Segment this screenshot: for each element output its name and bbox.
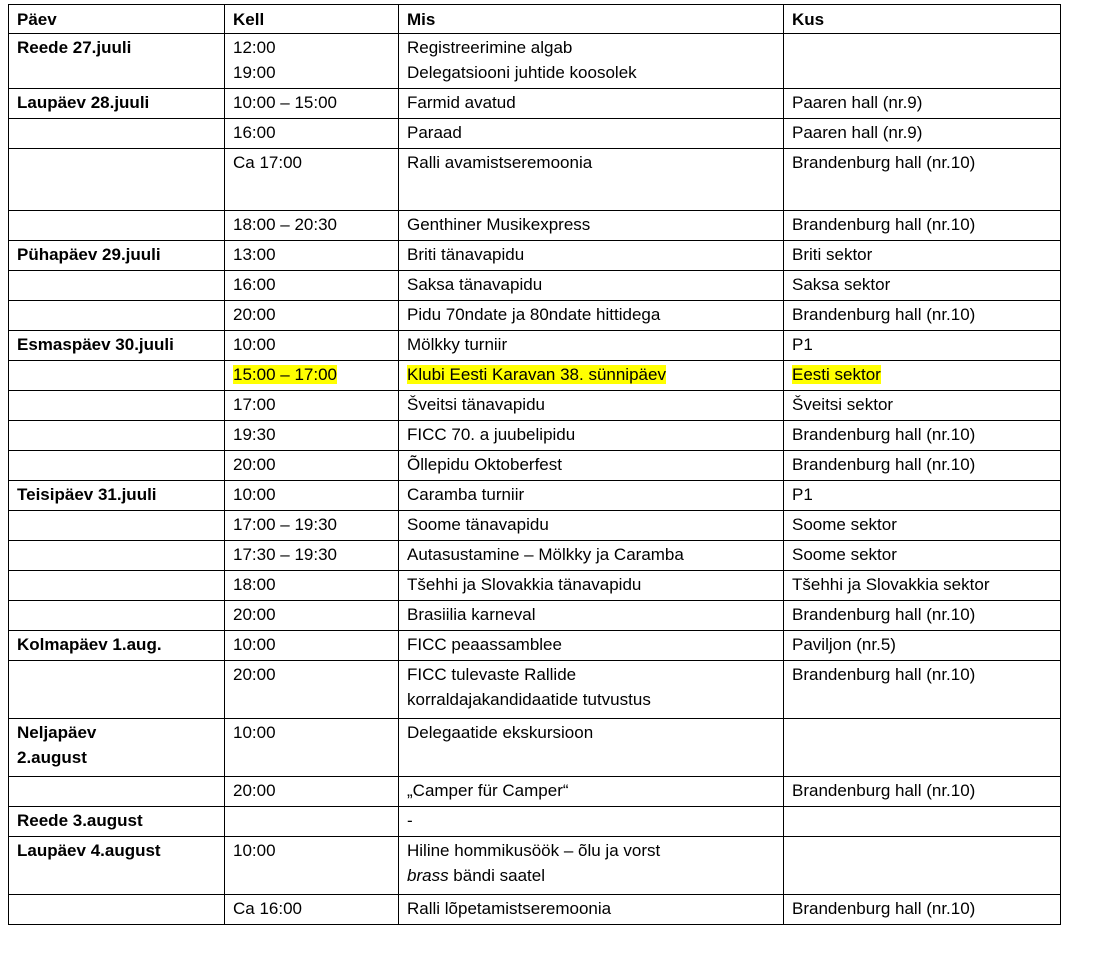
day-cell	[9, 391, 225, 421]
table-row	[9, 451, 1061, 481]
where-cell	[784, 34, 1061, 89]
what-text: Tšehhi ja Slovakkia tänavapidu	[407, 575, 642, 594]
what-text: korraldajakandidaatide tutvustus	[407, 690, 651, 709]
where-text: Paaren hall (nr.9)	[792, 93, 923, 112]
where-cell	[784, 895, 1061, 925]
what-cell	[399, 301, 784, 331]
time-cell	[225, 719, 399, 777]
table-row	[9, 34, 1061, 89]
where-text: Brandenburg hall (nr.10)	[792, 605, 976, 624]
what-cell	[399, 89, 784, 119]
what-text: Saksa tänavapidu	[407, 275, 543, 294]
day-text: 2.august	[17, 748, 87, 767]
where-cell	[784, 777, 1061, 807]
what-cell	[399, 837, 784, 895]
time-text: 20:00	[233, 455, 276, 474]
what-cell	[399, 661, 784, 719]
what-cell	[399, 451, 784, 481]
where-cell	[784, 541, 1061, 571]
day-cell	[9, 271, 225, 301]
what-text: Paraad	[407, 123, 462, 142]
day-cell	[9, 601, 225, 631]
time-text: 18:00	[233, 575, 276, 594]
what-text-highlight: Klubi Eesti Karavan 38. sünnipäev	[407, 365, 666, 384]
day-cell	[9, 571, 225, 601]
time-cell	[225, 837, 399, 895]
header-what: Mis	[399, 5, 784, 34]
where-cell	[784, 601, 1061, 631]
time-text: 10:00 – 15:00	[233, 93, 337, 112]
where-cell	[784, 331, 1061, 361]
day-cell	[9, 631, 225, 661]
table-row	[9, 661, 1061, 719]
where-text: Tšehhi ja Slovakkia sektor	[792, 575, 990, 594]
where-cell	[784, 807, 1061, 837]
time-text: 13:00	[233, 245, 276, 264]
time-cell	[225, 89, 399, 119]
day-text: Laupäev 4.august	[17, 841, 161, 860]
what-text: Delegatsiooni juhtide koosolek	[407, 63, 637, 82]
day-cell	[9, 661, 225, 719]
what-cell	[399, 511, 784, 541]
table-row	[9, 301, 1061, 331]
where-cell	[784, 119, 1061, 149]
table-row	[9, 211, 1061, 241]
day-cell	[9, 541, 225, 571]
where-cell	[784, 511, 1061, 541]
day-cell	[9, 331, 225, 361]
time-text: 10:00	[233, 335, 276, 354]
what-text: Brasiilia karneval	[407, 605, 536, 624]
what-text: Caramba turniir	[407, 485, 525, 504]
day-cell	[9, 807, 225, 837]
time-text: 20:00	[233, 605, 276, 624]
day-cell	[9, 719, 225, 777]
what-cell	[399, 211, 784, 241]
where-text: Soome sektor	[792, 545, 897, 564]
where-text: Paviljon (nr.5)	[792, 635, 896, 654]
where-cell	[784, 241, 1061, 271]
what-cell	[399, 541, 784, 571]
time-text: 20:00	[233, 665, 276, 684]
day-cell	[9, 777, 225, 807]
what-cell	[399, 391, 784, 421]
what-text: FICC tulevaste Rallide	[407, 665, 577, 684]
where-text: Brandenburg hall (nr.10)	[792, 153, 976, 172]
what-cell	[399, 119, 784, 149]
what-cell	[399, 331, 784, 361]
table-row	[9, 631, 1061, 661]
what-text: Soome tänavapidu	[407, 515, 549, 534]
time-cell	[225, 271, 399, 301]
what-cell	[399, 571, 784, 601]
day-text: Pühapäev 29.juuli	[17, 245, 161, 264]
where-cell	[784, 361, 1061, 391]
time-text: 17:00	[233, 395, 276, 414]
table-row	[9, 119, 1061, 149]
header-row	[9, 5, 1061, 34]
what-cell	[399, 777, 784, 807]
table-row	[9, 481, 1061, 511]
time-text: 10:00	[233, 635, 276, 654]
what-cell	[399, 631, 784, 661]
where-text-highlight: Eesti sektor	[792, 365, 881, 384]
what-text: Mölkky turniir	[407, 335, 508, 354]
table-row	[9, 777, 1061, 807]
what-text: -	[407, 811, 413, 830]
time-text: 12:00	[233, 38, 276, 57]
day-cell	[9, 149, 225, 211]
table-row	[9, 895, 1061, 925]
time-text: 19:00	[233, 63, 276, 82]
header-day: Päev	[9, 5, 225, 34]
time-cell	[225, 361, 399, 391]
day-cell	[9, 119, 225, 149]
time-cell	[225, 541, 399, 571]
where-cell	[784, 421, 1061, 451]
what-cell	[399, 149, 784, 211]
day-text: Neljapäev	[17, 723, 97, 742]
what-cell	[399, 807, 784, 837]
where-cell	[784, 391, 1061, 421]
what-cell	[399, 719, 784, 777]
what-cell	[399, 421, 784, 451]
where-text: Saksa sektor	[792, 275, 891, 294]
time-cell	[225, 601, 399, 631]
time-text: 17:30 – 19:30	[233, 545, 337, 564]
header-time: Kell	[225, 5, 399, 34]
what-text: FICC 70. a juubelipidu	[407, 425, 576, 444]
where-text: Brandenburg hall (nr.10)	[792, 781, 976, 800]
day-text: Kolmapäev 1.aug.	[17, 635, 162, 654]
time-text: 10:00	[233, 723, 276, 742]
time-cell	[225, 421, 399, 451]
where-cell	[784, 89, 1061, 119]
what-cell	[399, 481, 784, 511]
what-text-line2	[407, 863, 775, 888]
what-text: Delegaatide ekskursioon	[407, 723, 594, 742]
time-cell	[225, 391, 399, 421]
table-row	[9, 807, 1061, 837]
where-cell	[784, 481, 1061, 511]
day-cell	[9, 34, 225, 89]
time-text: 16:00	[233, 123, 276, 142]
where-cell	[784, 837, 1061, 895]
time-cell	[225, 451, 399, 481]
time-text: 16:00	[233, 275, 276, 294]
time-cell	[225, 481, 399, 511]
day-cell	[9, 211, 225, 241]
day-cell	[9, 421, 225, 451]
where-text: Briti sektor	[792, 245, 873, 264]
where-cell	[784, 571, 1061, 601]
time-text: 17:00 – 19:30	[233, 515, 337, 534]
what-cell	[399, 271, 784, 301]
table-row	[9, 511, 1061, 541]
where-cell	[784, 631, 1061, 661]
day-text: Teisipäev 31.juuli	[17, 485, 157, 504]
day-cell	[9, 511, 225, 541]
what-text: Hiline hommikusöök – õlu ja vorst	[407, 841, 661, 860]
day-cell	[9, 301, 225, 331]
time-cell	[225, 241, 399, 271]
time-cell	[225, 631, 399, 661]
time-cell	[225, 331, 399, 361]
day-text: Reede 27.juuli	[17, 38, 132, 57]
day-cell	[9, 89, 225, 119]
table-row	[9, 719, 1061, 777]
table-row	[9, 571, 1061, 601]
header-where: Kus	[784, 5, 1061, 34]
what-text: Farmid avatud	[407, 93, 516, 112]
time-cell	[225, 661, 399, 719]
where-cell	[784, 301, 1061, 331]
where-cell	[784, 451, 1061, 481]
time-cell	[225, 511, 399, 541]
day-cell	[9, 361, 225, 391]
time-text: 10:00	[233, 841, 276, 860]
day-cell	[9, 837, 225, 895]
where-text: Brandenburg hall (nr.10)	[792, 305, 976, 324]
what-text: Ralli lõpetamistseremoonia	[407, 899, 612, 918]
day-cell	[9, 481, 225, 511]
where-cell	[784, 149, 1061, 211]
what-cell	[399, 361, 784, 391]
table-row	[9, 837, 1061, 895]
where-cell	[784, 661, 1061, 719]
day-text: Laupäev 28.juuli	[17, 93, 150, 112]
table-row	[9, 271, 1061, 301]
time-cell	[225, 211, 399, 241]
table-row	[9, 421, 1061, 451]
where-text: Brandenburg hall (nr.10)	[792, 455, 976, 474]
time-text: 10:00	[233, 485, 276, 504]
what-cell	[399, 241, 784, 271]
time-cell	[225, 301, 399, 331]
table-row	[9, 541, 1061, 571]
what-cell	[399, 895, 784, 925]
table-row	[9, 149, 1061, 211]
where-text: Brandenburg hall (nr.10)	[792, 665, 976, 684]
what-text: Šveitsi tänavapidu	[407, 395, 545, 414]
table-row	[9, 331, 1061, 361]
table-row-highlighted	[9, 361, 1061, 391]
day-cell	[9, 241, 225, 271]
time-cell	[225, 807, 399, 837]
time-cell	[225, 777, 399, 807]
time-text: Ca 16:00	[233, 899, 302, 918]
time-text: 20:00	[233, 781, 276, 800]
what-text: Registreerimine algab	[407, 38, 573, 57]
day-cell	[9, 895, 225, 925]
what-text-italic: brass	[407, 866, 449, 885]
where-text: P1	[792, 335, 813, 354]
what-text: Autasustamine – Mölkky ja Caramba	[407, 545, 684, 564]
day-text: Esmaspäev 30.juuli	[17, 335, 174, 354]
table-row	[9, 391, 1061, 421]
where-text: Brandenburg hall (nr.10)	[792, 899, 976, 918]
time-text: 18:00 – 20:30	[233, 215, 337, 234]
time-cell	[225, 34, 399, 89]
where-cell	[784, 271, 1061, 301]
time-cell	[225, 571, 399, 601]
what-text: Briti tänavapidu	[407, 245, 525, 264]
time-cell	[225, 895, 399, 925]
time-text: Ca 17:00	[233, 153, 302, 172]
table-row	[9, 241, 1061, 271]
what-text: Pidu 70ndate ja 80ndate hittidega	[407, 305, 661, 324]
table-row	[9, 89, 1061, 119]
where-cell	[784, 211, 1061, 241]
where-text: Brandenburg hall (nr.10)	[792, 425, 976, 444]
time-cell	[225, 149, 399, 211]
what-cell	[399, 34, 784, 89]
time-text: 20:00	[233, 305, 276, 324]
where-text: Brandenburg hall (nr.10)	[792, 215, 976, 234]
table-row	[9, 601, 1061, 631]
time-text-highlight: 15:00 – 17:00	[233, 365, 337, 384]
what-text: bändi saatel	[448, 866, 545, 885]
what-text: Õllepidu Oktoberfest	[407, 455, 562, 474]
where-text: Paaren hall (nr.9)	[792, 123, 923, 142]
schedule-table	[8, 4, 1061, 925]
what-cell	[399, 601, 784, 631]
where-cell	[784, 719, 1061, 777]
time-cell	[225, 119, 399, 149]
what-text: Ralli avamistseremoonia	[407, 153, 593, 172]
what-text: Genthiner Musikexpress	[407, 215, 591, 234]
day-text: Reede 3.august	[17, 811, 143, 830]
where-text: P1	[792, 485, 813, 504]
what-text: „Camper für Camper“	[407, 781, 569, 800]
day-cell	[9, 451, 225, 481]
where-text: Soome sektor	[792, 515, 897, 534]
where-text: Šveitsi sektor	[792, 395, 894, 414]
time-text: 19:30	[233, 425, 276, 444]
what-text: FICC peaassamblee	[407, 635, 562, 654]
